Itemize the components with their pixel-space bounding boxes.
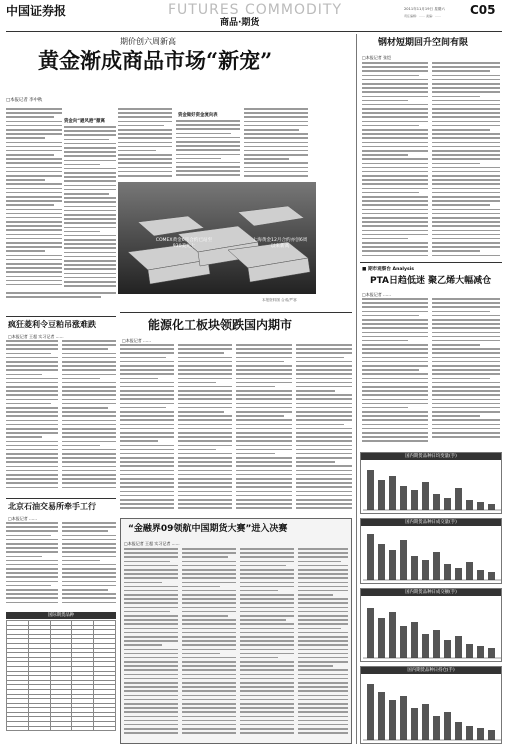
lead-column-1	[6, 108, 62, 290]
left-mid-rule	[6, 316, 116, 317]
right-top-byline: □本报记者 张恺	[362, 55, 392, 60]
section-title: 商品·期货	[220, 18, 260, 28]
paper-logo: 中国证券报	[6, 4, 67, 18]
center-headline: 能源化工板块领跌国内期市	[148, 318, 293, 332]
analysis-label: ■ 期市观察台 Analysis	[362, 267, 415, 272]
right-mid-rule	[360, 262, 502, 263]
right-mid-headline: PTA日趋低迷 聚乙烯大幅减仓	[370, 276, 492, 286]
lead-column-3	[118, 108, 172, 180]
chart-4	[360, 666, 502, 744]
lead-column-4	[176, 120, 240, 180]
center-col-4	[296, 344, 352, 514]
chart-3-bars	[361, 596, 503, 663]
contest-col-3	[240, 548, 294, 740]
intl-futures-table	[6, 620, 116, 731]
left-low-rule	[6, 498, 116, 499]
photo-caption-left: COMEX黄金6月合约已站至930美元上	[155, 238, 213, 249]
lead-byline: □本报记者 李中秋	[6, 98, 43, 103]
right-divider	[356, 34, 357, 744]
page-number: C05	[470, 3, 496, 17]
left-low-col-2	[62, 522, 116, 608]
left-low-byline: □本报记者 ……	[8, 516, 38, 521]
contest-col-1	[124, 548, 178, 740]
photo-credit: 本报资料图 合成/严寒	[262, 298, 297, 302]
english-banner: FUTURES COMMODITY	[168, 2, 342, 18]
lead-subhead-2: 资金做好资金流向表	[178, 113, 218, 118]
chart-1	[360, 452, 502, 514]
chart-2	[360, 518, 502, 584]
chart-1-bars	[361, 460, 503, 515]
left-mid-col-2	[62, 340, 116, 494]
masthead-rule	[6, 31, 502, 32]
lead-headline: 黄金渐成商品市场“新宠”	[38, 48, 273, 73]
center-byline: □本报记者 ……	[122, 338, 152, 343]
issue-date: 2011年11月19日 星期六	[404, 7, 445, 11]
left-mid-byline: □本报记者 王超 实习记者 ……	[8, 334, 64, 339]
right-mid-col-1	[362, 298, 428, 448]
lead-column-6	[6, 292, 116, 306]
left-mid-col-1	[6, 340, 58, 494]
left-low-col-1	[6, 522, 58, 608]
contest-col-2	[182, 548, 236, 740]
center-col-1	[120, 344, 174, 514]
contest-col-4	[298, 548, 348, 740]
chart-3-title: 国内期货品种日成交额(手)	[361, 589, 501, 596]
left-mid-headline: 疯狂菱利令豆粕吊涨难跌	[8, 320, 96, 329]
lead-column-5	[244, 108, 308, 180]
lead-kicker: 期价创六周新高	[120, 37, 176, 46]
right-top-headline: 钢材短期回升空间有限	[378, 38, 469, 48]
gold-bars-photo	[118, 182, 316, 294]
center-col-3	[236, 344, 292, 514]
chart-4-title: 国内期货品种日持仓(手)	[361, 667, 501, 674]
lead-subhead-1: 资金向“避风港”撤离	[64, 119, 105, 124]
chart-1-title: 国内期货品种日均变量(手)	[361, 453, 501, 460]
intl-futures-table-title: 国际期货品种	[6, 612, 116, 619]
left-low-headline: 北京石油交易所牵手工行	[8, 502, 96, 511]
editor-line: 责任编辑：…… 美编：……	[404, 14, 441, 18]
chart-2-bars	[361, 526, 503, 585]
right-mid-byline: □本报记者 ……	[362, 292, 392, 297]
chart-3	[360, 588, 502, 662]
center-col-2	[178, 344, 232, 514]
contest-headline: “金融界09领航中国期货大赛”进入决赛	[128, 524, 288, 534]
right-top-col-1	[362, 62, 428, 260]
lead-column-2	[64, 126, 116, 290]
contest-byline: □本报记者 王超 实习记者 ……	[124, 541, 180, 546]
chart-2-title: 国内期货品种日成交量(手)	[361, 519, 501, 526]
chart-4-bars	[361, 674, 503, 745]
right-mid-col-2	[432, 298, 500, 448]
center-rule	[120, 312, 352, 313]
right-top-col-2	[432, 62, 500, 260]
photo-caption-right: 上海黄金12月合约亦创6周以来新高	[252, 238, 308, 249]
